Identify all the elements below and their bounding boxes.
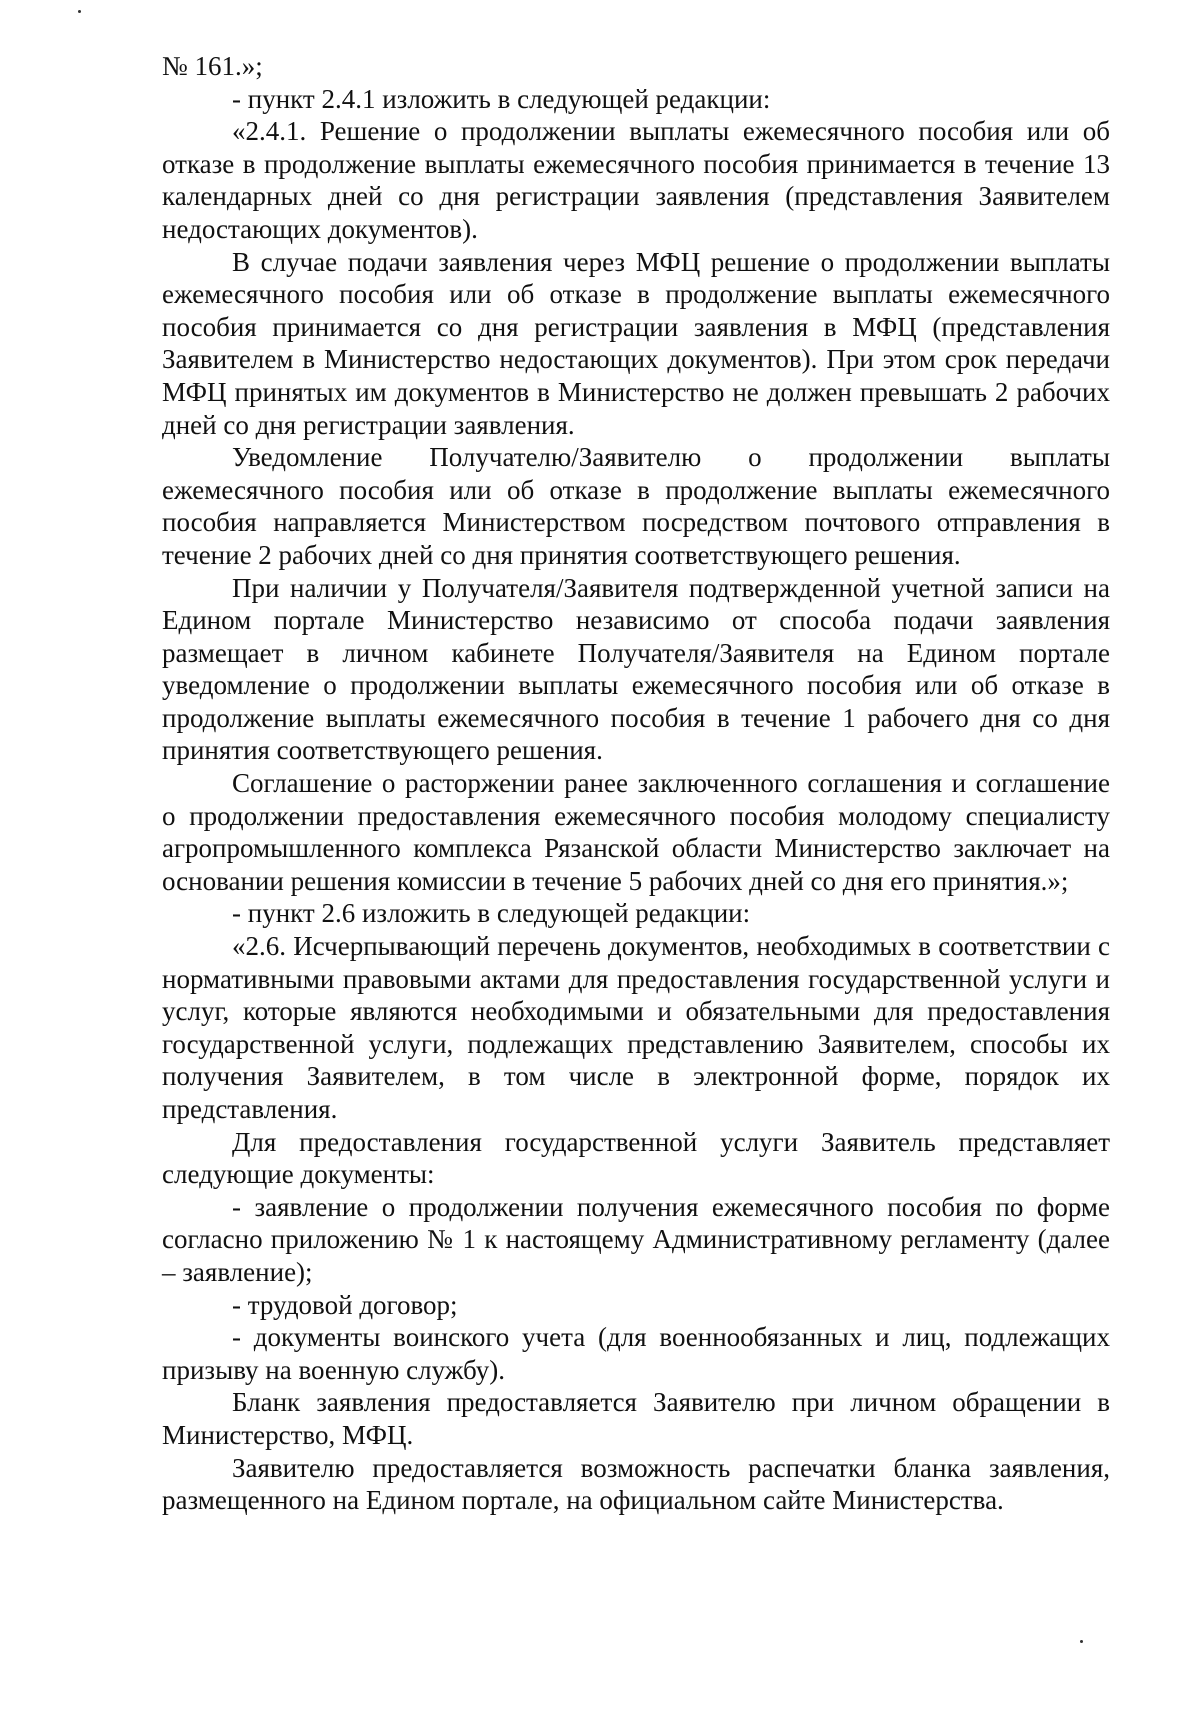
paragraph: Бланк заявления предоставляется Заявителю при личном обращении в Министерство, МФЦ. <box>162 1387 1110 1450</box>
paragraph: - заявление о продолжении получения ежемесячного пособия по форме согласно приложению № 1 к настоящему Административному регламенту (далее – заявление); <box>162 1191 1110 1287</box>
paragraph: № 161.»; <box>162 51 263 81</box>
paragraph: Заявителю предоставляется возможность распечатки бланка заявления, размещенного на Едином портале, на официальном сайте Министерства. <box>162 1452 1110 1516</box>
paragraph: «2.6. Исчерпывающий перечень документов, необходимых в соответствии с нормативными правовыми актами для предоставления государственной услуги и услуг, которые являются необходимыми и обязательными для предоставления государственной услуги, подлежащих представлению Заявителем, способы их получения Заявителем, в том числе в электронной форме, порядок их представления. <box>162 931 1110 1124</box>
paragraph: «2.4.1. Решение о продолжении выплаты ежемесячного пособия или об отказе в продолжение выплаты ежемесячного пособия принимается в течение 13 календарных дней со дня регистрации заявления (представления Заявителем недостающих документов). <box>162 116 1110 244</box>
paragraph: - трудовой договор; <box>232 1289 458 1320</box>
paragraph: - документы воинского учета (для военнообязанных и лиц, подлежащих призыву на военную службу). <box>162 1322 1110 1385</box>
paragraph: Для предоставления государственной услуги Заявитель представляет следующие документы: <box>162 1126 1110 1190</box>
scan-speck <box>1080 1640 1083 1643</box>
paragraph: - пункт 2.4.1 изложить в следующей редакции: <box>232 83 771 114</box>
scan-speck <box>78 10 81 13</box>
paragraph: При наличии у Получателя/Заявителя подтвержденной учетной записи на Едином портале Министерство независимо от способа подачи заявления размещает в личном кабинете Получателя/Заявителя на Едином портале уведомление о продолжении выплаты ежемесячного пособия или об отказе в продолжение выплаты ежемесячного пособия в течение 1 рабочего дня со дня принятия соответствующего решения. <box>162 572 1110 766</box>
paragraph: Соглашение о расторжении ранее заключенного соглашения и соглашение о продолжении предоставления ежемесячного пособия молодому специалисту агропромышленного комплекса Рязанской области Министерство заключает на основании решения комиссии в течение 5 рабочих дней со дня его принятия.»; <box>162 768 1110 896</box>
document-body <box>162 50 1110 1517</box>
paragraph: Уведомление Получателю/Заявителю о продолжении выплаты ежемесячного пособия или об отказе в продолжение выплаты ежемесячного пособия направляется Министерством посредством почтового отправления в течение 2 рабочих дней со дня принятия соответствующего решения. <box>162 442 1110 570</box>
paragraph: - пункт 2.6 изложить в следующей редакции: <box>232 898 751 929</box>
paragraph: В случае подачи заявления через МФЦ решение о продолжении выплаты ежемесячного пособия или об отказе в продолжение выплаты ежемесячного пособия принимается со дня регистрации заявления в МФЦ (представления Заявителем в Министерство недостающих документов). При этом срок передачи МФЦ принятых им документов в Министерство не должен превышать 2 рабочих дней со дня регистрации заявления. <box>162 246 1110 440</box>
